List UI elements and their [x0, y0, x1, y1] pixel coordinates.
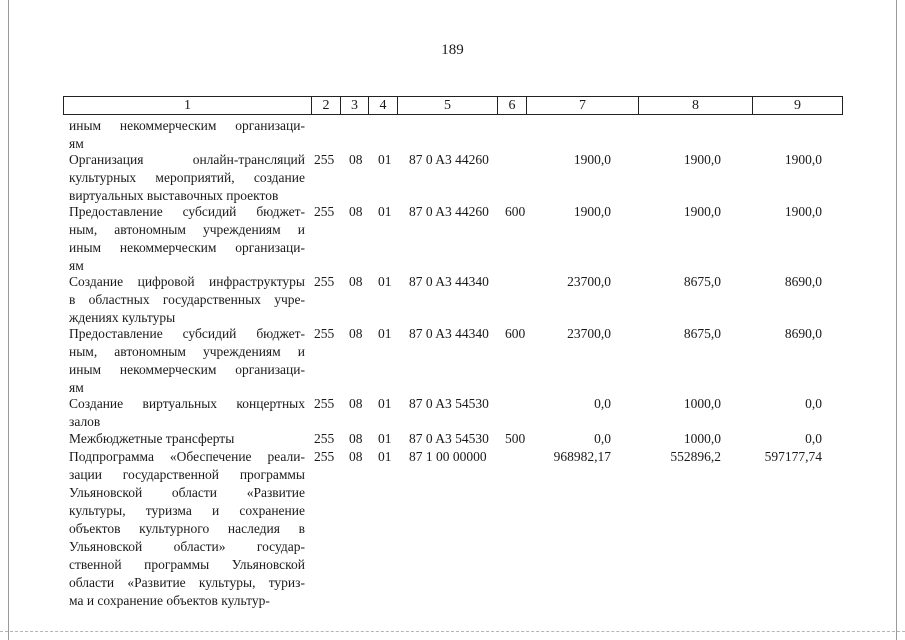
row-name-line: Ульяновской области» государ- [69, 539, 305, 554]
cell-y3: 1900,0 [784, 152, 822, 167]
cell-rz: 08 [349, 274, 363, 289]
header-cell-3: 3 [340, 97, 368, 114]
cell-y1: 0,0 [594, 431, 611, 446]
row-name-line: ям [69, 380, 84, 395]
cell-y3: 597177,74 [764, 449, 822, 464]
cell-pr: 01 [378, 396, 392, 411]
row-name-line: Создание цифровой инфраструктуры [69, 274, 305, 289]
cell-vr: 600 [505, 326, 526, 341]
cell-pr: 01 [378, 326, 392, 341]
row-name-line: Подпрограмма «Обеспечение реали- [69, 449, 305, 464]
row-name-line: ям [69, 258, 84, 273]
cell-y1: 1900,0 [573, 152, 611, 167]
row-name-line: зации государственной программы [69, 467, 305, 482]
row-name [69, 273, 305, 327]
row-name-line: ным, автономным учреждениям и [69, 344, 305, 359]
cell-pr: 01 [378, 431, 392, 446]
cell-y3: 0,0 [805, 431, 822, 446]
cell-rz: 08 [349, 326, 363, 341]
header-cell-2: 2 [311, 97, 340, 114]
row-name [69, 117, 305, 153]
cell-rz: 08 [349, 396, 363, 411]
row-name-line: объектов культурного наследия в [69, 521, 305, 536]
row-name-line: Предоставление субсидий бюджет- [69, 326, 305, 341]
table-header [63, 96, 843, 115]
row-name-line: Ульяновской области «Развитие [69, 485, 305, 500]
cell-rz: 08 [349, 431, 363, 446]
row-name-line: области «Развитие культуры, туриз- [69, 575, 305, 590]
row-name-line: Организация онлайн-трансляций [69, 152, 305, 167]
cell-vr: 600 [505, 204, 526, 219]
cell-grbs: 255 [314, 396, 335, 411]
cell-csr: 87 0 A3 44340 [409, 326, 489, 341]
page-number: 189 [441, 42, 464, 58]
row-name-line: Создание виртуальных концертных [69, 396, 305, 411]
header-cell-7: 7 [526, 97, 638, 114]
row-name-line: Предоставление субсидий бюджет- [69, 204, 305, 219]
cell-grbs: 255 [314, 274, 335, 289]
row-name-line: иным некоммерческим организаци- [69, 118, 305, 133]
cell-pr: 01 [378, 274, 392, 289]
header-cell-5: 5 [397, 97, 497, 114]
page-edge-bottom [0, 631, 905, 632]
cell-y1: 0,0 [594, 396, 611, 411]
row-name-line: культурных мероприятий, создание [69, 170, 305, 185]
cell-grbs: 255 [314, 204, 335, 219]
row-name [69, 395, 305, 431]
header-cell-4: 4 [368, 97, 397, 114]
cell-csr: 87 0 A3 54530 [409, 431, 489, 446]
cell-pr: 01 [378, 449, 392, 464]
row-name-line: ным, автономным учреждениям и [69, 222, 305, 237]
cell-csr: 87 0 A3 44260 [409, 152, 489, 167]
row-name-line: культуры, туризма и сохранение [69, 503, 305, 518]
row-name [69, 430, 305, 448]
row-name-line: иным некоммерческим организаци- [69, 240, 305, 255]
row-name [69, 448, 305, 610]
header-cell-1: 1 [184, 98, 191, 113]
cell-y3: 8690,0 [784, 326, 822, 341]
cell-y1: 23700,0 [567, 274, 611, 289]
cell-y3: 1900,0 [784, 204, 822, 219]
cell-csr: 87 0 A3 44340 [409, 274, 489, 289]
cell-rz: 08 [349, 449, 363, 464]
cell-pr: 01 [378, 152, 392, 167]
header-cell-6: 6 [497, 97, 526, 114]
cell-y1: 1900,0 [573, 204, 611, 219]
row-name [69, 151, 305, 205]
header-cell-8: 8 [638, 97, 752, 114]
row-name-line: ственной программы Ульяновской [69, 557, 305, 572]
cell-pr: 01 [378, 204, 392, 219]
cell-y2: 1000,0 [683, 431, 721, 446]
row-name-line: ждениях культуры [69, 310, 176, 325]
cell-y3: 0,0 [805, 396, 822, 411]
cell-grbs: 255 [314, 152, 335, 167]
row-name [69, 325, 305, 397]
cell-csr: 87 1 00 00000 [409, 449, 487, 464]
row-name-line: в областных государственных учре- [69, 292, 305, 307]
cell-csr: 87 0 A3 54530 [409, 396, 489, 411]
cell-rz: 08 [349, 152, 363, 167]
row-name-line: залов [69, 414, 101, 429]
row-name-line: виртуальных выставочных проектов [69, 188, 279, 203]
row-name-line: Межбюджетные трансферты [69, 431, 235, 446]
cell-vr: 500 [505, 431, 526, 446]
cell-csr: 87 0 A3 44260 [409, 204, 489, 219]
page-edge-right [896, 0, 897, 640]
row-name-line: ма и сохранение объектов культур- [69, 593, 270, 608]
cell-y1: 968982,17 [553, 449, 611, 464]
header-cell-9: 9 [752, 97, 842, 114]
cell-y2: 552896,2 [670, 449, 721, 464]
cell-y2: 1900,0 [683, 204, 721, 219]
cell-grbs: 255 [314, 449, 335, 464]
row-name [69, 203, 305, 275]
row-name-line: ям [69, 136, 84, 151]
cell-grbs: 255 [314, 431, 335, 446]
cell-grbs: 255 [314, 326, 335, 341]
cell-y1: 23700,0 [567, 326, 611, 341]
cell-y2: 1900,0 [683, 152, 721, 167]
cell-y2: 8675,0 [683, 326, 721, 341]
cell-y2: 1000,0 [683, 396, 721, 411]
page-edge-left [8, 0, 9, 640]
row-name-line: иным некоммерческим организаци- [69, 362, 305, 377]
cell-rz: 08 [349, 204, 363, 219]
cell-y2: 8675,0 [683, 274, 721, 289]
cell-y3: 8690,0 [784, 274, 822, 289]
